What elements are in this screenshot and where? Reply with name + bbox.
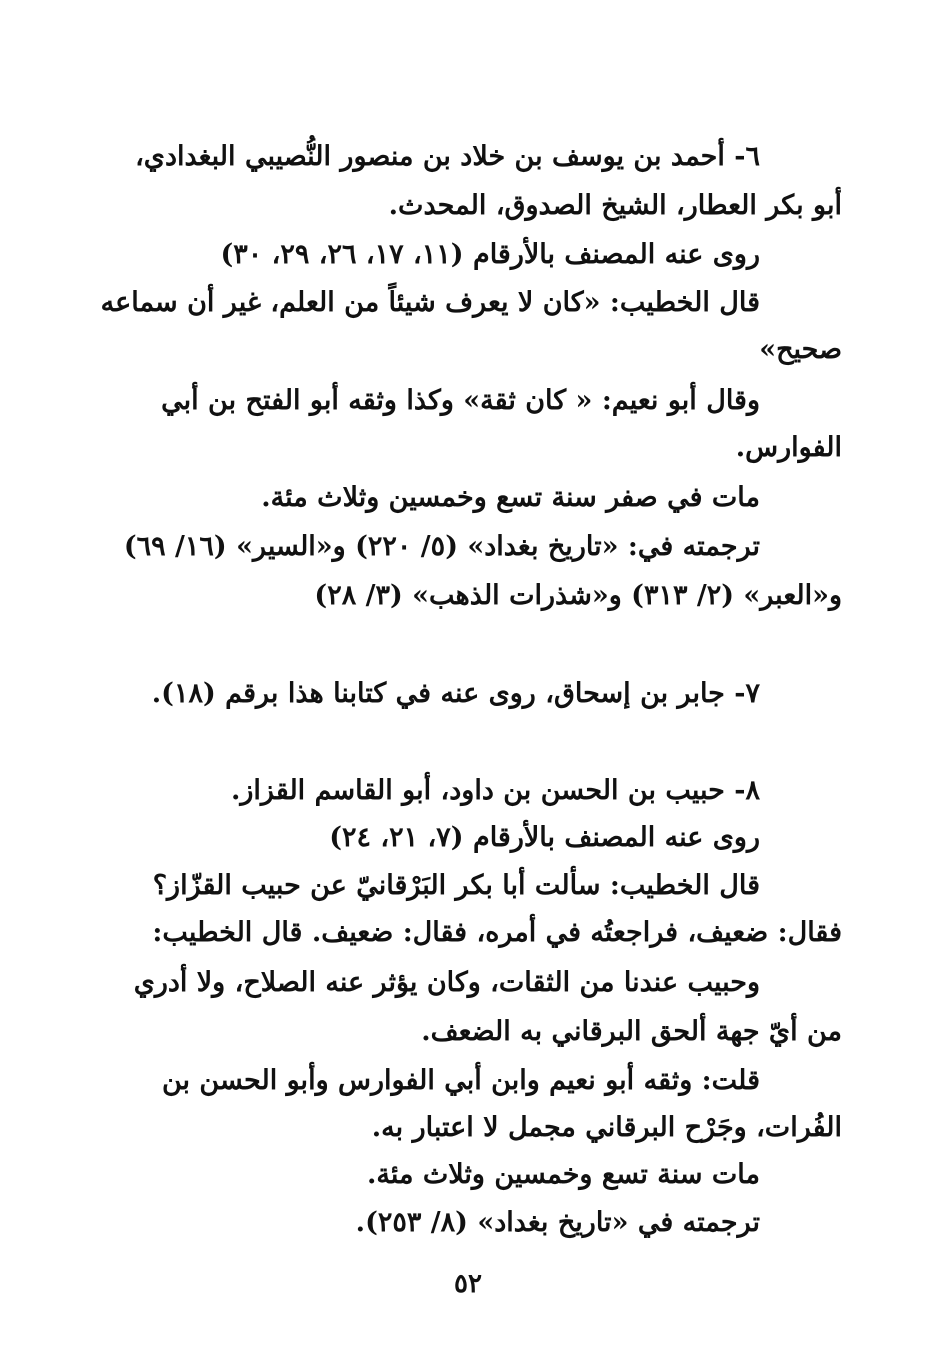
entry-6-line: الفوارس. — [735, 432, 842, 463]
entry-6-heading: ٦- أحمد بن يوسف بن خلاد بن منصور النُّصيبي البغدادي، — [135, 141, 760, 172]
entry-7-heading: ٧- جابر بن إسحاق، روى عنه في كتابنا هذا برقم (١٨). — [151, 678, 760, 709]
entry-6-line: أبو بكر العطار، الشيخ الصدوق، المحدث. — [388, 190, 842, 221]
entry-8-line: من أيّ جهة ألحق البرقاني به الضعف. — [421, 1016, 842, 1047]
entry-8-line: مات سنة تسع وخمسين وثلاث مئة. — [366, 1159, 760, 1190]
entry-8-line: وحبيب عندنا من الثقات، وكان يؤثر عنه الصلاح، ولا أدري — [133, 967, 760, 998]
entry-6-line: روى عنه المصنف بالأرقام (١١، ١٧، ٢٦، ٢٩، ٣٠) — [220, 239, 760, 270]
entry-6-line: ترجمته في: «تاريخ بغداد» (٥/ ٢٢٠) و«السير» (١٦/ ٦٩) — [123, 531, 760, 562]
entry-6-line: و«العبر» (٢/ ٣١٣) و«شذرات الذهب» (٣/ ٢٨) — [314, 580, 842, 611]
entry-8-heading: ٨- حبيب بن الحسن بن داود، أبو القاسم القزاز. — [230, 775, 760, 806]
entry-8-line: فقال: ضعيف، فراجعتُه في أمره، فقال: ضعيف. قال الخطيب: — [152, 917, 842, 948]
entry-8-line: قال الخطيب: سألت أبا بكر البَرْقانيّ عن حبيب القزّاز؟ — [152, 870, 760, 901]
entry-8-line: ترجمته في «تاريخ بغداد» (٨/ ٢٥٣). — [355, 1207, 760, 1238]
entry-6-line: وقال أبو نعيم: « كان ثقة» وكذا وثقه أبو الفتح بن أبي — [161, 385, 760, 416]
page-number: ٥٢ — [454, 1269, 482, 1299]
entry-6-line: صحيح» — [759, 334, 842, 365]
entry-8-line: الفُرات، وجَرْح البرقاني مجمل لا اعتبار به. — [371, 1112, 842, 1143]
entry-6-line: قال الخطيب: «كان لا يعرف شيئاً من العلم، غير أن سماعه — [100, 287, 760, 318]
entry-8-line: روى عنه المصنف بالأرقام (٧، ٢١، ٢٤) — [329, 822, 760, 853]
entry-6-line: مات في صفر سنة تسع وخمسين وثلاث مئة. — [261, 482, 760, 513]
entry-8-line: قلت: وثقه أبو نعيم وابن أبي الفوارس وأبو الحسن بن — [161, 1065, 760, 1096]
